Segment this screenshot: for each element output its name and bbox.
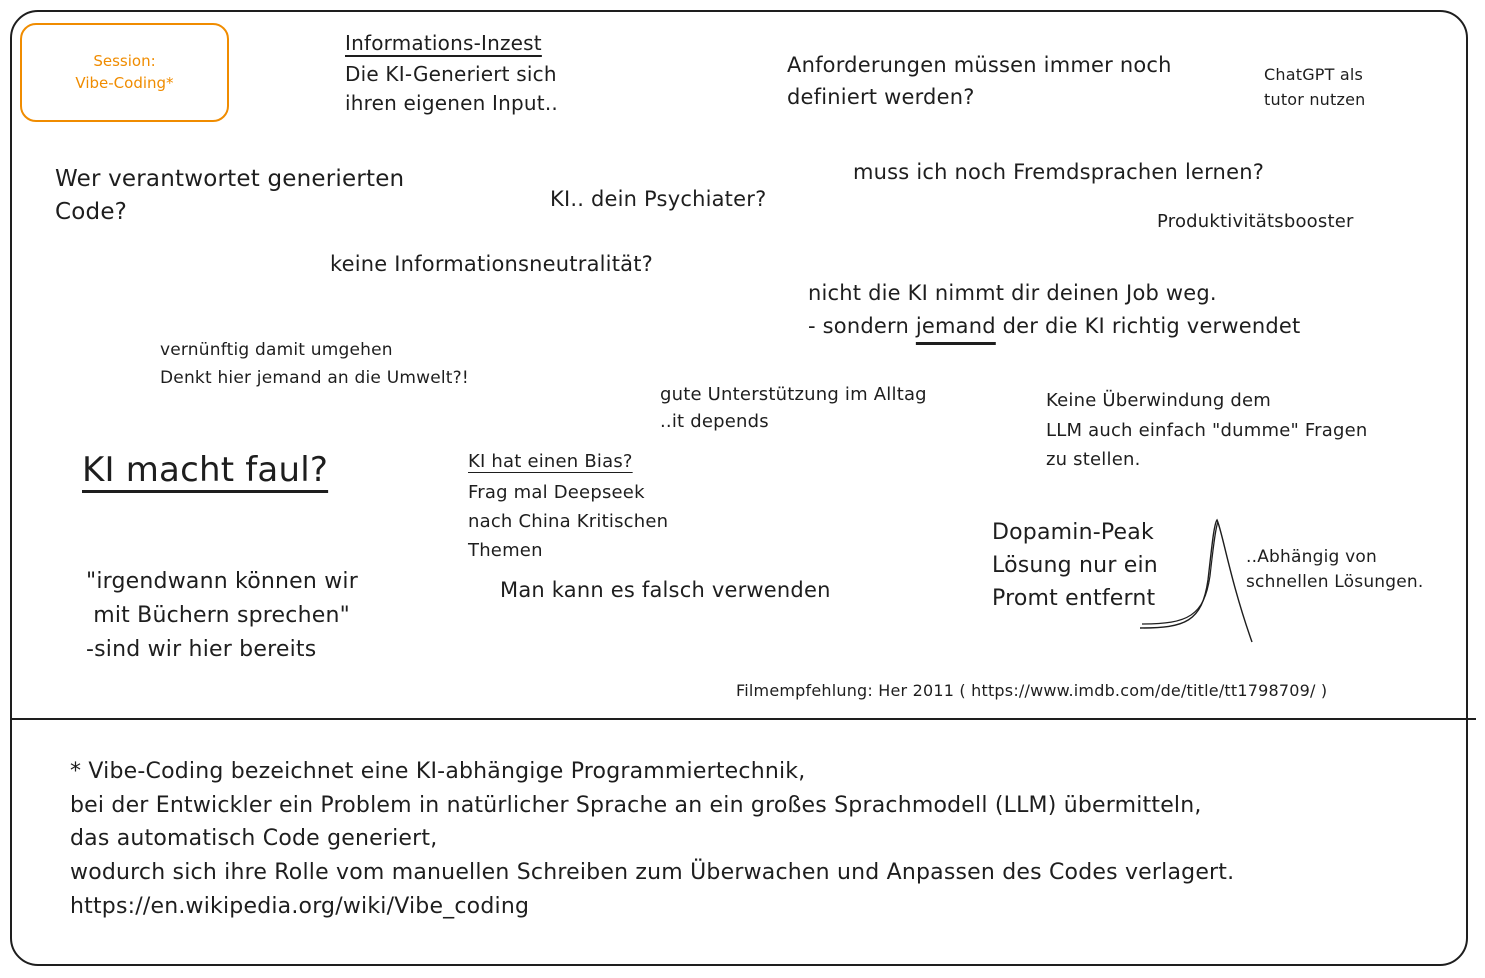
footnote-vibe-coding: * Vibe-Coding bezeichnet eine KI-abhängige Programmiertechnik, bei der Entwickler ein Problem in natürlicher Sprache an ein großes Sprachmodell (LLM) übermitteln, das automatisch Code generiert, wodurch sich ihre Rolle vom manuellen Schreiben zum Überwachen und Anpassen des Codes verlagert. https://en.wikipedia.org/wiki/Vibe_coding — [70, 759, 1235, 919]
note-ki-macht-faul: KI macht faul? — [82, 450, 329, 490]
note-fremdsprachen: muss ich noch Fremdsprachen lernen? — [853, 160, 1265, 184]
note-alltag: gute Unterstützung im Alltag ..it depends — [660, 384, 927, 432]
note-bias-body: Frag mal Deepseek nach China Kritischen Themen — [468, 482, 669, 561]
session-label-line1: Session: — [93, 51, 156, 70]
note-job-line1: nicht die KI nimmt dir deinen Job weg. — [808, 281, 1217, 305]
note-inzest-title: Informations-Inzest — [345, 31, 542, 55]
note-dopamin-peak: Dopamin-Peak Lösung nur ein Promt entfernt — [992, 520, 1158, 611]
footnote-divider — [10, 718, 1476, 720]
dopamin-peak-curve — [1130, 510, 1260, 650]
note-filmempfehlung: Filmempfehlung: Her 2011 ( https://www.imdb.com/de/title/tt1798709/ ) — [736, 681, 1328, 700]
note-produktivitaet: Produktivitätsbooster — [1157, 211, 1354, 232]
note-verantwortet: Wer verantwortet generierten Code? — [55, 166, 405, 226]
note-abhaengig: ..Abhängig von schnellen Lösungen. — [1246, 547, 1424, 592]
note-vernuenftig-umwelt: vernünftig damit umgehen Denkt hier jemand an die Umwelt?! — [160, 340, 469, 389]
note-ueberwindung: Keine Überwindung dem LLM auch einfach "dumme" Fragen zu stellen. — [1046, 390, 1368, 471]
note-psychiater: KI.. dein Psychiater? — [550, 187, 767, 211]
note-anforderungen: Anforderungen müssen immer noch definiert werden? — [787, 53, 1172, 109]
session-label-line2: Vibe-Coding* — [75, 73, 174, 92]
note-inzest-body: Die KI-Generiert sich ihren eigenen Input.. — [345, 62, 558, 115]
note-bias-title: KI hat einen Bias? — [468, 451, 633, 472]
note-buecher: "irgendwann können wir mit Büchern sprechen" -sind wir hier bereits — [86, 569, 358, 663]
note-chatgpt-tutor: ChatGPT als tutor nutzen — [1264, 65, 1366, 109]
note-job-line2 — [808, 313, 1300, 340]
note-job-post: der die KI richtig verwendet — [995, 314, 1301, 338]
note-job-pre: - sondern — [808, 314, 916, 338]
note-falsch-verwenden: Man kann es falsch verwenden — [500, 578, 831, 602]
note-job-emphasis: jemand — [915, 314, 996, 338]
note-neutralitaet: keine Informationsneutralität? — [330, 252, 653, 276]
session-label-box — [20, 23, 229, 122]
